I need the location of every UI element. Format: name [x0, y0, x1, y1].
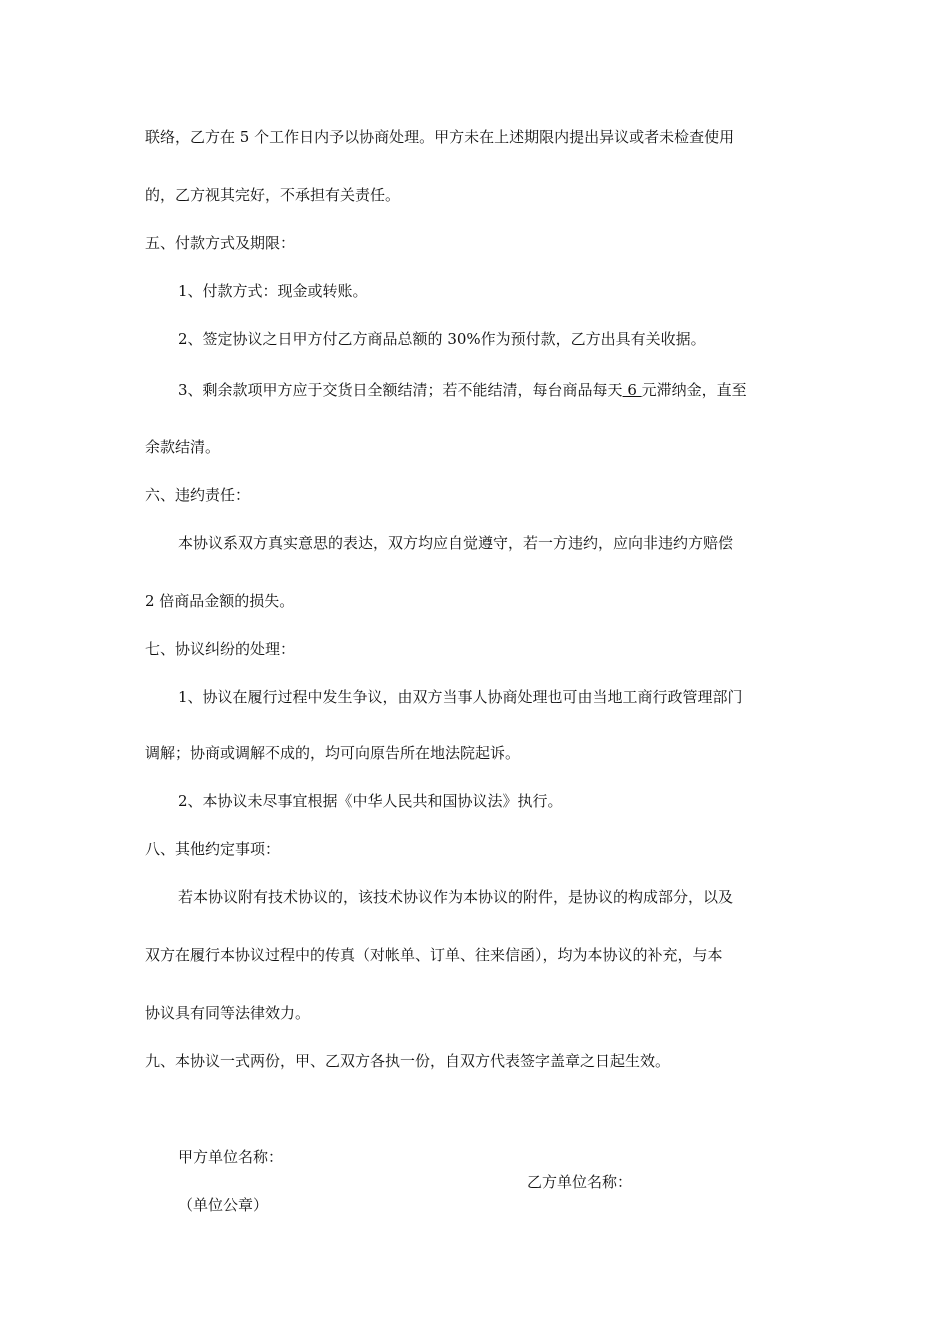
section7-item2: 2、本协议未尽事宜根据《中华人民共和国协议法》执行。 — [178, 792, 563, 810]
section5-item1: 1、付款方式：现金或转账。 — [178, 282, 368, 300]
section5-item3-post: 元滞纳金，直至 — [641, 381, 747, 399]
section5-item3-line1 — [178, 380, 747, 400]
section8-line2: 双方在履行本协议过程中的传真（对帐单、订单、往来信函），均为本协议的补充，与本 — [145, 946, 723, 964]
seal-label: （单位公章） — [178, 1196, 269, 1214]
late-fee-amount: 6 — [622, 381, 642, 399]
section4-line2: 的，乙方视其完好，不承担有关责任。 — [145, 186, 401, 204]
section5-item3-line2: 余款结清。 — [145, 438, 221, 456]
section7-item1-line1: 1、协议在履行过程中发生争议，由双方当事人协商处理也可由当地工商行政管理部门 — [178, 688, 743, 706]
party-a-name-label: 甲方单位名称： — [178, 1148, 284, 1166]
section6-line1: 本协议系双方真实意思的表达，双方均应自觉遵守，若一方违约，应向非违约方赔偿 — [178, 534, 734, 552]
section7-item1-line2: 调解；协商或调解不成的，均可向原告所在地法院起诉。 — [145, 744, 521, 762]
party-b-name-label: 乙方单位名称： — [527, 1173, 633, 1191]
section6-heading: 六、违约责任： — [145, 486, 251, 504]
section5-item2: 2、签定协议之日甲方付乙方商品总额的 30%作为预付款，乙方出具有关收据。 — [178, 330, 706, 348]
section8-heading: 八、其他约定事项： — [145, 840, 281, 858]
section5-item3-pre: 3、剩余款项甲方应于交货日全额结清；若不能结清，每台商品每天 — [178, 381, 623, 399]
section8-line1: 若本协议附有技术协议的，该技术协议作为本协议的附件，是协议的构成部分，以及 — [178, 888, 734, 906]
section7-heading: 七、协议纠纷的处理： — [145, 640, 296, 658]
section6-line2: 2 倍商品金额的损失。 — [145, 592, 295, 610]
section9-text: 九、本协议一式两份，甲、乙双方各执一份，自双方代表签字盖章之日起生效。 — [145, 1052, 671, 1070]
section5-heading: 五、付款方式及期限： — [145, 234, 296, 252]
section4-line1: 联络，乙方在 5 个工作日内予以协商处理。甲方未在上述期限内提出异议或者未检查使用 — [145, 128, 735, 146]
section8-line3: 协议具有同等法律效力。 — [145, 1004, 311, 1022]
